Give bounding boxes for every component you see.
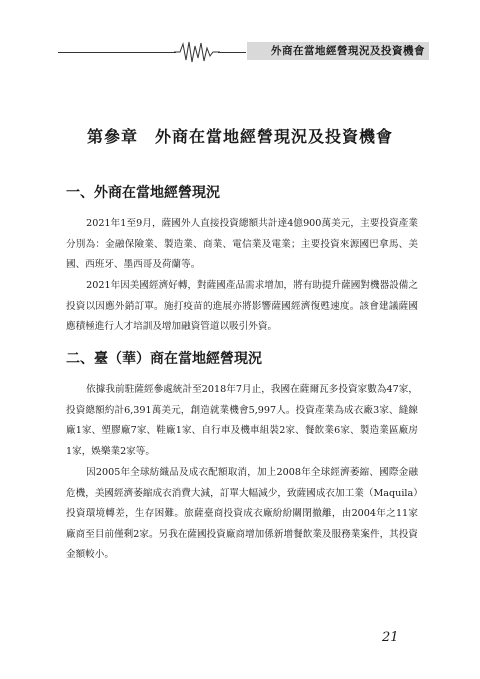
section-1-paragraph-2: 2021年因美國經濟好轉，對薩國產品需求增加，將有助提升薩國對機器設備之投資以因應外銷訂單。施打疫苗的進展亦將影響薩國經濟復甦速度。該會建議薩國應積極進行人才培訓及增加融資管道以吸引外資。 <box>66 280 418 333</box>
page-number: 21 <box>382 630 399 645</box>
section-2-paragraph-1: 依據我前駐薩經參處統計至2018年7月止，我國在薩爾瓦多投資家數為47家，投資總額約計6,391萬美元，創造就業機會5,997人。投資產業為成衣廠3家、縫線廠1家、塑膠廠7家、鞋廠1家、自行車及機車組裝2家、餐飲業6家、製造業區廠房1家，娛樂業2家等。 <box>66 384 418 457</box>
section-heading-2: 二、臺（華）商在當地經營現況 <box>66 351 262 367</box>
header-wave-decoration <box>174 40 220 64</box>
section-1-paragraph-1: 2021年1至9月，薩國外人直接投資總額共計達4億900萬美元，主要投資產業分別為：金融保險業、製造業、商業、電信業及電業；主要投資來源國巴拿馬、美國、西班牙、墨西哥及荷蘭等。 <box>66 218 418 271</box>
header-rule-left <box>58 52 176 53</box>
header-rule-right <box>218 52 246 53</box>
section-2-paragraph-2: 因2005年全球紡織品及成衣配額取消，加上2008年全球經濟萎縮、國際金融危機，美國經濟萎縮成衣消費大減，訂單大幅減少，致薩國成衣加工業（Maquila）投資環境轉差，生存困難。旅薩臺商投資成衣廠紛紛關閉撤離，由2004年之11家廠商至目前僅剩2家。另我在薩國投資廠商增加係新增餐飲業及服務業案件，其投資金額較小。 <box>66 467 418 561</box>
chapter-title: 第參章 外商在當地經營現況及投資機會 <box>86 127 393 146</box>
running-header-title: 外商在當地經營現況及投資機會 <box>247 42 429 60</box>
section-heading-1: 一、外商在當地經營現況 <box>66 185 220 201</box>
